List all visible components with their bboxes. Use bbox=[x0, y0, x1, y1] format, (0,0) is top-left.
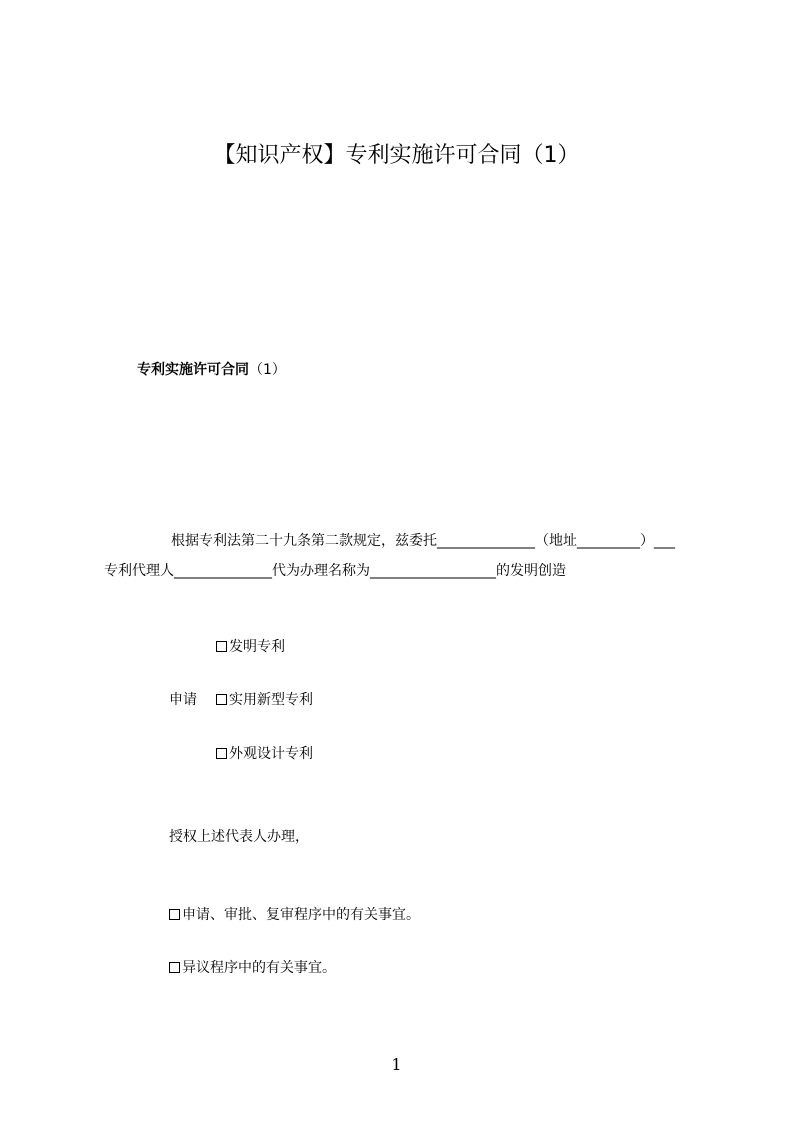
option-label: 外观设计专利 bbox=[229, 746, 313, 762]
paragraph-line-1: 根据专利法第二十九条第二款规定，兹委托______________（地址_________）___ bbox=[171, 533, 675, 549]
page-number: 1 bbox=[391, 1055, 402, 1074]
option-label: 发明专利 bbox=[229, 639, 285, 655]
checkbox-icon bbox=[216, 641, 227, 652]
option-utility-model-patent bbox=[216, 690, 313, 710]
document-subtitle bbox=[137, 360, 286, 380]
apply-label: 申请 bbox=[169, 692, 197, 708]
document-title: 【知识产权】专利实施许可合同（1） bbox=[213, 143, 580, 168]
checkbox-icon bbox=[216, 748, 227, 759]
paragraph-line-2: 专利代理人______________代为办理名称为__________________的发明创造 bbox=[104, 563, 566, 579]
option-design-patent bbox=[216, 744, 313, 764]
subtitle-paren: （1） bbox=[249, 362, 286, 378]
checkbox-icon bbox=[169, 909, 180, 920]
checkbox-icon bbox=[169, 962, 180, 973]
option-label: 实用新型专利 bbox=[229, 692, 313, 708]
option-label: 异议程序中的有关事宜。 bbox=[182, 960, 336, 976]
checkbox-icon bbox=[216, 694, 227, 705]
authorize-text: 授权上述代表人办理， bbox=[169, 829, 309, 845]
option-label: 申请、审批、复审程序中的有关事宜。 bbox=[182, 907, 420, 923]
option-opposition-procedure bbox=[169, 958, 336, 978]
subtitle-main: 专利实施许可合同 bbox=[137, 362, 249, 378]
option-invention-patent bbox=[216, 637, 285, 657]
option-application-procedure bbox=[169, 905, 420, 925]
